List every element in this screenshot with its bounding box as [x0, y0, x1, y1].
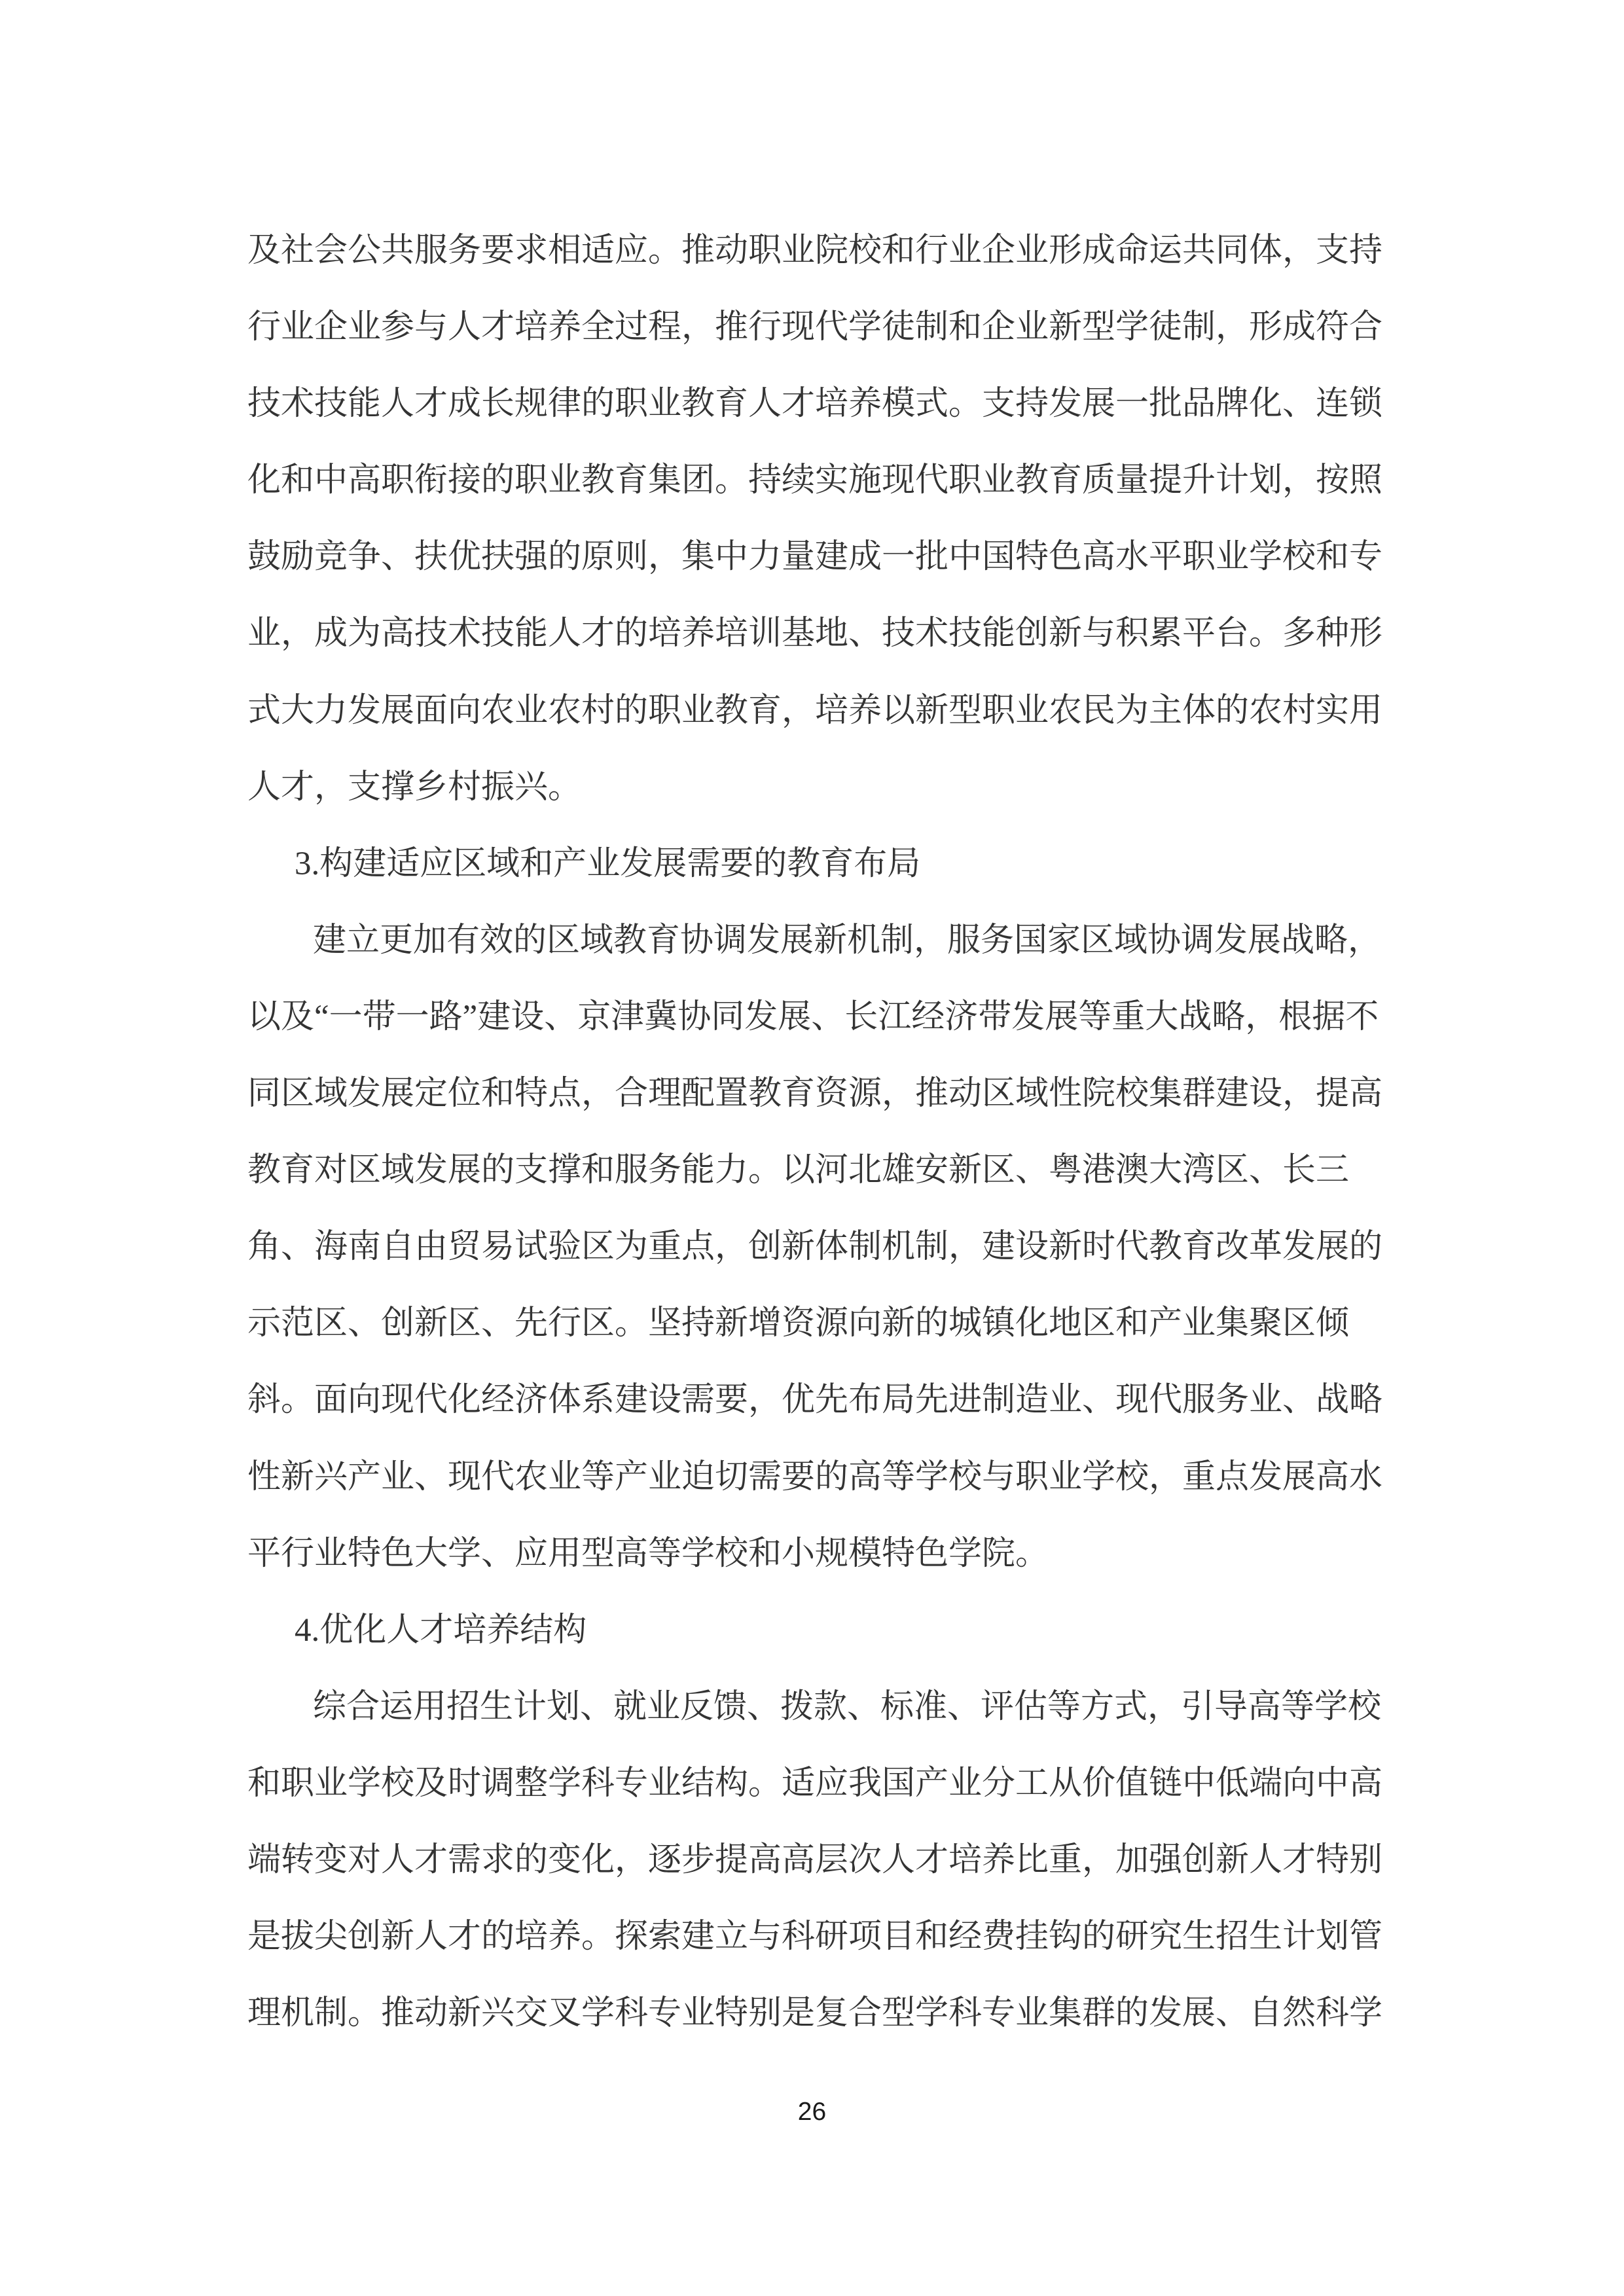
text-line: 及社会公共服务要求相适应。推动职业院校和行业企业形成命运共同体，支持 [247, 232, 1383, 269]
page-number: 26 [797, 2098, 827, 2126]
text-line: 平行业特色大学、应用型高等学校和小规模特色学院。 [247, 1535, 1049, 1572]
page-footer [0, 2098, 1624, 2126]
section-heading: 4.优化人才培养结构 [295, 1611, 587, 1649]
text-line: 角、海南自由贸易试验区为重点，创新体制机制，建设新时代教育改革发展的 [247, 1229, 1383, 1266]
text-line: 性新兴产业、现代农业等产业迫切需要的高等学校与职业学校，重点发展高水 [247, 1458, 1383, 1496]
section-heading: 3.构建适应区域和产业发展需要的教育布局 [295, 845, 921, 882]
text-line: 端转变对人才需求的变化，逐步提高高层次人才培养比重，加强创新人才特别 [247, 1841, 1383, 1878]
text-line: 是拔尖创新人才的培养。探索建立与科研项目和经费挂钩的研究生招生计划管 [247, 1918, 1383, 1956]
text-line: 综合运用招生计划、就业反馈、拨款、标准、评估等方式，引导高等学校 [313, 1688, 1382, 1725]
text-line: 理机制。推动新兴交叉学科专业特别是复合型学科专业集群的发展、自然科学 [247, 1995, 1383, 2032]
text-line: 同区域发展定位和特点，合理配置教育资源，推动区域性院校集群建设，提高 [247, 1075, 1383, 1113]
text-line: 鼓励竞争、扶优扶强的原则，集中力量建成一批中国特色高水平职业学校和专 [247, 539, 1383, 576]
text-line: 人才，支撑乡村振兴。 [247, 768, 582, 806]
text-line: 以及“一带一路”建设、京津冀协同发展、长江经济带发展等重大战略，根据不 [247, 998, 1379, 1035]
text-line: 业，成为高技术技能人才的培养培训基地、技术技能创新与积累平台。多种形 [247, 615, 1383, 653]
text-line: 化和中高职衔接的职业教育集团。持续实施现代职业教育质量提升计划，按照 [247, 462, 1383, 499]
text-line: 教育对区域发展的支撑和服务能力。以河北雄安新区、粤港澳大湾区、长三 [247, 1152, 1350, 1189]
text-line: 斜。面向现代化经济体系建设需要，优先布局先进制造业、现代服务业、战略 [247, 1382, 1383, 1419]
text-line: 式大力发展面向农业农村的职业教育，培养以新型职业农民为主体的农村实用 [247, 692, 1383, 729]
text-line: 行业企业参与人才培养全过程，推行现代学徒制和企业新型学徒制，形成符合 [247, 309, 1383, 346]
text-line: 建立更加有效的区域教育协调发展新机制，服务国家区域协调发展战略， [313, 922, 1382, 959]
text-line: 示范区、创新区、先行区。坚持新增资源向新的城镇化地区和产业集聚区倾 [247, 1305, 1350, 1342]
page-content [247, 213, 1386, 2052]
text-line: 技术技能人才成长规律的职业教育人才培养模式。支持发展一批品牌化、连锁 [247, 386, 1383, 423]
text-line: 和职业学校及时调整学科专业结构。适应我国产业分工从价值链中低端向中高 [247, 1765, 1383, 1802]
